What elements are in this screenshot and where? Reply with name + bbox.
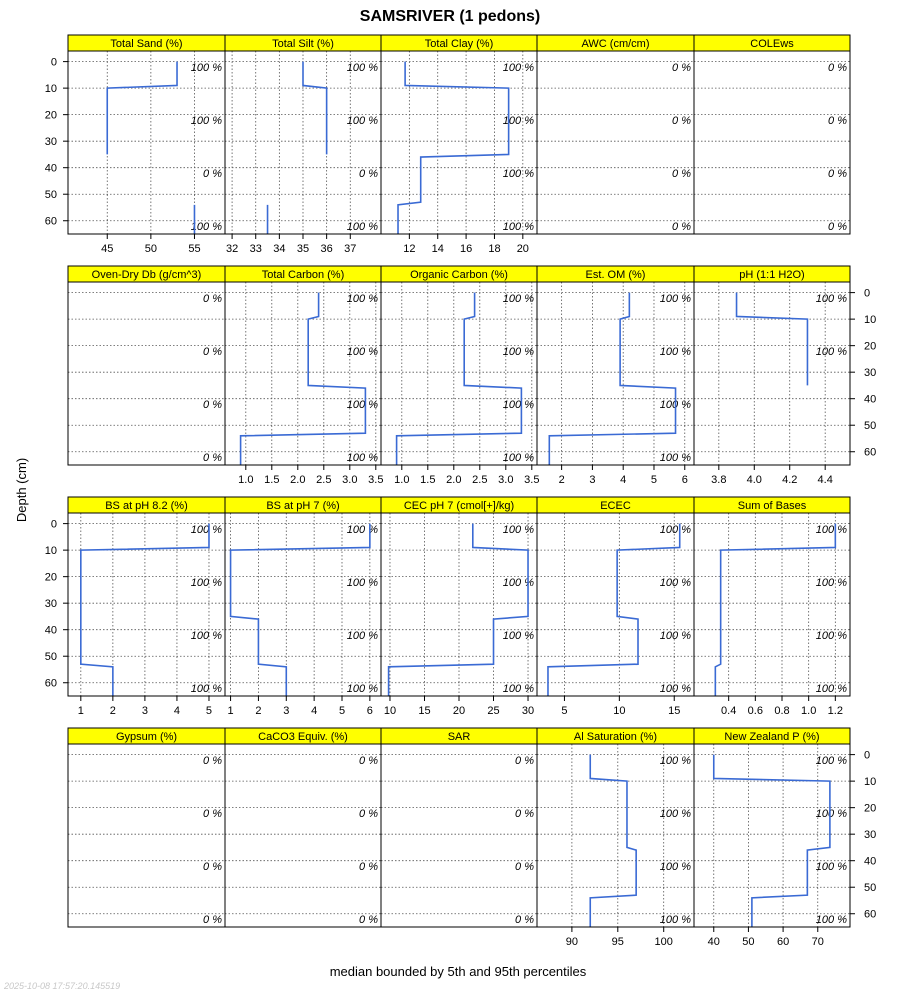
percent-label: 0 % — [515, 807, 534, 820]
panel-strip-label: Al Saturation (%) — [573, 731, 658, 743]
depth-tick-label: 20 — [44, 571, 57, 584]
percent-label: 100 % — [346, 114, 378, 127]
x-tick-label: 16 — [459, 243, 473, 255]
profile-line — [268, 62, 327, 234]
depth-tick-label: 0 — [50, 518, 57, 531]
panel-strip-label: AWC (cm/cm) — [581, 38, 650, 50]
panel-border — [381, 282, 537, 465]
depth-tick-label: 30 — [44, 136, 57, 149]
percent-label: 100 % — [659, 576, 691, 589]
percent-label: 0 % — [672, 114, 691, 127]
percent-label: 0 % — [203, 861, 222, 873]
percent-label: 100 % — [815, 576, 847, 589]
x-tick-label: 90 — [565, 936, 579, 948]
percent-label: 100 % — [346, 452, 378, 465]
panel — [537, 728, 694, 948]
x-tick-label: 70 — [811, 936, 824, 948]
panel-strip-label: CEC pH 7 (cmol[+]/kg) — [403, 500, 515, 512]
panel-border — [68, 744, 225, 927]
panel-border — [68, 51, 225, 234]
x-tick-label: 1.0 — [394, 474, 410, 486]
panel-border — [537, 282, 694, 465]
profile-line — [590, 755, 636, 927]
x-tick-label: 4.4 — [817, 474, 833, 486]
percent-label: 100 % — [502, 114, 534, 127]
x-tick-label: 5 — [561, 705, 568, 717]
x-tick-label: 14 — [431, 243, 444, 255]
x-tick-label: 3 — [141, 705, 148, 717]
panel-strip-label: ECEC — [600, 500, 631, 512]
depth-tick-label: 60 — [44, 677, 57, 690]
x-tick-label: 20 — [516, 243, 529, 255]
percent-label: 100 % — [346, 399, 378, 411]
panel — [68, 266, 225, 465]
x-tick-label: 2.0 — [290, 474, 306, 486]
percent-label: 100 % — [346, 61, 378, 74]
percent-label: 100 % — [502, 221, 534, 234]
percent-label: 100 % — [659, 683, 691, 696]
percent-label: 0 % — [672, 168, 691, 180]
panel — [694, 497, 850, 717]
panel — [381, 266, 539, 486]
depth-tick-label: 10 — [864, 314, 877, 327]
panel-border — [537, 51, 694, 234]
x-tick-label: 15 — [668, 705, 681, 717]
x-axis-label: median bounded by 5th and 95th percentiles — [329, 964, 587, 979]
percent-label: 100 % — [659, 754, 691, 767]
x-tick-label: 45 — [101, 243, 114, 255]
depth-tick-label: 30 — [864, 367, 877, 380]
x-tick-label: 1.0 — [238, 474, 254, 486]
profile-line — [549, 293, 675, 465]
panel-border — [225, 744, 381, 927]
x-tick-label: 3.8 — [711, 474, 727, 486]
profile-line — [737, 293, 808, 386]
x-tick-label: 15 — [418, 705, 431, 717]
panel-grid — [45, 35, 877, 948]
percent-label: 100 % — [346, 630, 378, 642]
percent-label: 100 % — [815, 683, 847, 696]
x-tick-label: 32 — [225, 243, 239, 255]
percent-label: 100 % — [502, 523, 534, 536]
x-tick-label: 1.0 — [801, 705, 817, 717]
percent-label: 100 % — [346, 345, 378, 358]
panel — [225, 266, 383, 486]
depth-tick-label: 60 — [44, 215, 57, 228]
x-tick-label: 1.2 — [827, 705, 843, 717]
panel-border — [694, 513, 850, 696]
panel-border — [537, 744, 694, 927]
x-tick-label: 2.5 — [316, 474, 332, 486]
panel — [225, 497, 381, 717]
percent-label: 0 % — [515, 914, 534, 927]
panel-strip-label: Total Carbon (%) — [261, 269, 345, 281]
panel — [694, 728, 850, 948]
percent-label: 100 % — [815, 523, 847, 536]
panel-strip-label: New Zealand P (%) — [724, 731, 820, 743]
panel-border — [694, 51, 850, 234]
profile-line — [397, 293, 522, 465]
panel-strip-label: pH (1:1 H2O) — [739, 269, 805, 281]
panel — [381, 728, 537, 927]
x-tick-label: 33 — [249, 243, 262, 255]
percent-label: 0 % — [672, 61, 691, 74]
profile-line — [241, 293, 366, 465]
percent-label: 0 % — [359, 914, 378, 927]
x-tick-label: 3 — [283, 705, 290, 717]
panel-strip-label: Total Clay (%) — [424, 38, 494, 50]
x-tick-label: 6 — [366, 705, 373, 717]
x-tick-label: 34 — [273, 243, 286, 255]
depth-tick-label: 0 — [50, 56, 57, 69]
profile-line — [231, 524, 370, 696]
percent-label: 100 % — [502, 61, 534, 74]
percent-label: 100 % — [346, 683, 378, 696]
percent-label: 100 % — [659, 630, 691, 642]
percent-label: 100 % — [659, 807, 691, 820]
depth-tick-label: 0 — [864, 749, 871, 762]
percent-label: 0 % — [203, 399, 222, 411]
panel-border — [225, 282, 381, 465]
percent-label: 0 % — [828, 168, 847, 180]
panel-strip-label: Total Sand (%) — [110, 38, 183, 50]
x-tick-label: 1 — [77, 705, 84, 717]
percent-label: 100 % — [190, 523, 222, 536]
profile-line — [715, 524, 835, 696]
percent-label: 0 % — [203, 452, 222, 465]
depth-tick-label: 50 — [864, 420, 877, 433]
x-tick-label: 20 — [452, 705, 466, 717]
depth-tick-label: 30 — [44, 598, 57, 611]
percent-label: 100 % — [346, 221, 378, 234]
panel — [68, 35, 225, 255]
panel-border — [537, 513, 694, 696]
x-tick-label: 10 — [613, 705, 626, 717]
depth-tick-label: 10 — [44, 83, 57, 96]
panel — [381, 497, 537, 717]
profile-line — [81, 524, 209, 696]
panel — [694, 35, 850, 234]
percent-label: 100 % — [346, 523, 378, 536]
x-tick-label: 12 — [403, 243, 416, 255]
percent-label: 100 % — [815, 807, 847, 820]
percent-label: 0 % — [203, 345, 222, 358]
percent-label: 100 % — [346, 576, 378, 589]
percent-label: 100 % — [346, 292, 378, 305]
x-tick-label: 2.0 — [446, 474, 462, 486]
depth-tick-label: 50 — [864, 882, 877, 895]
x-tick-label: 5 — [205, 705, 213, 717]
x-tick-label: 50 — [144, 243, 157, 255]
x-tick-label: 30 — [521, 705, 535, 717]
percent-label: 100 % — [502, 168, 534, 180]
depth-tick-label: 60 — [864, 908, 877, 921]
percent-label: 100 % — [190, 630, 222, 642]
percent-label: 0 % — [672, 221, 691, 234]
x-tick-label: 50 — [742, 936, 755, 948]
panel-strip-label: BS at pH 8.2 (%) — [105, 500, 188, 512]
percent-label: 100 % — [190, 114, 222, 127]
x-tick-label: 4.2 — [782, 474, 798, 486]
x-tick-label: 60 — [776, 936, 790, 948]
percent-label: 100 % — [502, 576, 534, 589]
y-axis-label: Depth (cm) — [14, 457, 29, 523]
depth-tick-label: 20 — [864, 802, 877, 815]
percent-label: 0 % — [828, 221, 847, 234]
panel-strip-label: Oven-Dry Db (g/cm^3) — [91, 269, 202, 281]
x-tick-label: 36 — [320, 243, 333, 255]
x-tick-label: 18 — [488, 243, 501, 255]
percent-label: 100 % — [815, 292, 847, 305]
percent-label: 0 % — [359, 861, 378, 873]
panel — [537, 35, 694, 234]
percent-label: 0 % — [203, 914, 222, 927]
depth-tick-label: 20 — [44, 109, 57, 122]
x-tick-label: 3.0 — [342, 474, 358, 486]
percent-label: 100 % — [502, 399, 534, 411]
depth-tick-label: 0 — [864, 287, 871, 300]
x-tick-label: 4 — [620, 474, 627, 486]
percent-label: 100 % — [659, 345, 691, 358]
x-tick-label: 25 — [487, 705, 500, 717]
percent-label: 100 % — [502, 452, 534, 465]
percent-label: 100 % — [659, 399, 691, 411]
x-tick-label: 5 — [338, 705, 346, 717]
x-tick-label: 2 — [109, 705, 116, 717]
percent-label: 100 % — [190, 683, 222, 696]
percent-label: 0 % — [828, 61, 847, 74]
panel-border — [694, 282, 850, 465]
percent-label: 100 % — [659, 914, 691, 927]
percent-label: 0 % — [515, 754, 534, 767]
depth-tick-label: 40 — [864, 855, 877, 868]
depth-tick-label: 40 — [864, 393, 877, 406]
panel — [68, 497, 225, 717]
x-tick-label: 3.5 — [368, 474, 384, 486]
x-tick-label: 1 — [227, 705, 234, 717]
x-tick-label: 2 — [558, 474, 565, 486]
panel-strip-label: Organic Carbon (%) — [410, 269, 508, 281]
x-tick-label: 55 — [188, 243, 201, 255]
x-tick-label: 37 — [344, 243, 357, 255]
panel-strip-label: Est. OM (%) — [585, 269, 646, 281]
panel-strip-label: Sum of Bases — [737, 500, 807, 512]
depth-tick-label: 10 — [864, 776, 877, 789]
x-tick-label: 0.8 — [774, 705, 790, 717]
percent-label: 100 % — [502, 345, 534, 358]
x-tick-label: 4 — [173, 705, 181, 717]
x-tick-label: 3.0 — [498, 474, 514, 486]
x-tick-label: 2 — [255, 705, 262, 717]
x-tick-label: 1.5 — [420, 474, 436, 486]
percent-label: 0 % — [203, 292, 222, 305]
panel — [68, 728, 225, 927]
depth-tick-label: 40 — [44, 162, 57, 175]
profile-line — [398, 62, 509, 234]
depth-tick-label: 50 — [44, 189, 57, 202]
x-tick-label: 4 — [311, 705, 318, 717]
x-tick-label: 3 — [589, 474, 596, 486]
panel-border — [381, 744, 537, 927]
panel — [694, 266, 850, 486]
percent-label: 0 % — [203, 807, 222, 820]
profile-line — [548, 524, 680, 696]
x-tick-label: 35 — [296, 243, 310, 255]
depth-tick-label: 50 — [44, 651, 57, 664]
percent-label: 100 % — [190, 576, 222, 589]
percent-label: 100 % — [815, 754, 847, 767]
panel-border — [694, 744, 850, 927]
x-tick-label: 100 — [654, 936, 673, 948]
percent-label: 100 % — [502, 292, 534, 305]
panel-border — [68, 513, 225, 696]
panel — [537, 497, 694, 717]
panel-strip-label: BS at pH 7 (%) — [266, 500, 340, 512]
depth-tick-label: 60 — [864, 446, 877, 459]
percent-label: 100 % — [815, 345, 847, 358]
panel-strip-label: Gypsum (%) — [115, 731, 178, 743]
panel — [381, 35, 537, 255]
x-tick-label: 2.5 — [472, 474, 488, 486]
panel — [225, 728, 381, 927]
figure-title: SAMSRIVER (1 pedons) — [359, 8, 541, 25]
x-tick-label: 6 — [681, 474, 688, 486]
depth-tick-label: 10 — [44, 545, 57, 558]
x-tick-label: 0.6 — [747, 705, 763, 717]
percent-label: 0 % — [203, 168, 222, 180]
percent-label: 100 % — [502, 683, 534, 696]
depth-tick-label: 30 — [864, 829, 877, 842]
x-tick-label: 3.5 — [524, 474, 540, 486]
panel-border — [68, 282, 225, 465]
percent-label: 0 % — [359, 168, 378, 180]
percent-label: 0 % — [359, 754, 378, 767]
x-tick-label: 95 — [611, 936, 624, 948]
panel-border — [225, 513, 381, 696]
timestamp: 2025-10-08 17:57:20.145519 — [4, 981, 121, 991]
percent-label: 100 % — [190, 61, 222, 74]
x-tick-label: 0.4 — [721, 705, 737, 717]
depth-tick-label: 20 — [864, 340, 877, 353]
percent-label: 100 % — [502, 630, 534, 642]
profile-line — [714, 755, 830, 927]
x-tick-label: 4.0 — [746, 474, 762, 486]
percent-label: 100 % — [659, 292, 691, 305]
panel-strip-label: CaCO3 Equiv. (%) — [258, 731, 348, 743]
x-tick-label: 5 — [650, 474, 658, 486]
panel — [537, 266, 694, 486]
percent-label: 100 % — [815, 630, 847, 642]
x-tick-label: 40 — [707, 936, 720, 948]
percent-label: 0 % — [359, 807, 378, 820]
panel-strip-label: Total Silt (%) — [272, 38, 334, 50]
percent-label: 0 % — [828, 114, 847, 127]
percent-label: 100 % — [659, 523, 691, 536]
depth-tick-label: 40 — [44, 624, 57, 637]
percent-label: 0 % — [515, 861, 534, 873]
percent-label: 100 % — [815, 861, 847, 873]
x-tick-label: 1.5 — [264, 474, 280, 486]
percent-label: 0 % — [203, 754, 222, 767]
percent-label: 100 % — [815, 914, 847, 927]
percent-label: 100 % — [190, 221, 222, 234]
panel — [225, 35, 381, 255]
x-tick-label: 10 — [383, 705, 397, 717]
profile-line — [389, 524, 528, 696]
percent-label: 100 % — [659, 452, 691, 465]
panel-strip-label: COLEws — [750, 38, 794, 50]
percent-label: 100 % — [659, 861, 691, 873]
panel-strip-label: SAR — [447, 731, 471, 743]
